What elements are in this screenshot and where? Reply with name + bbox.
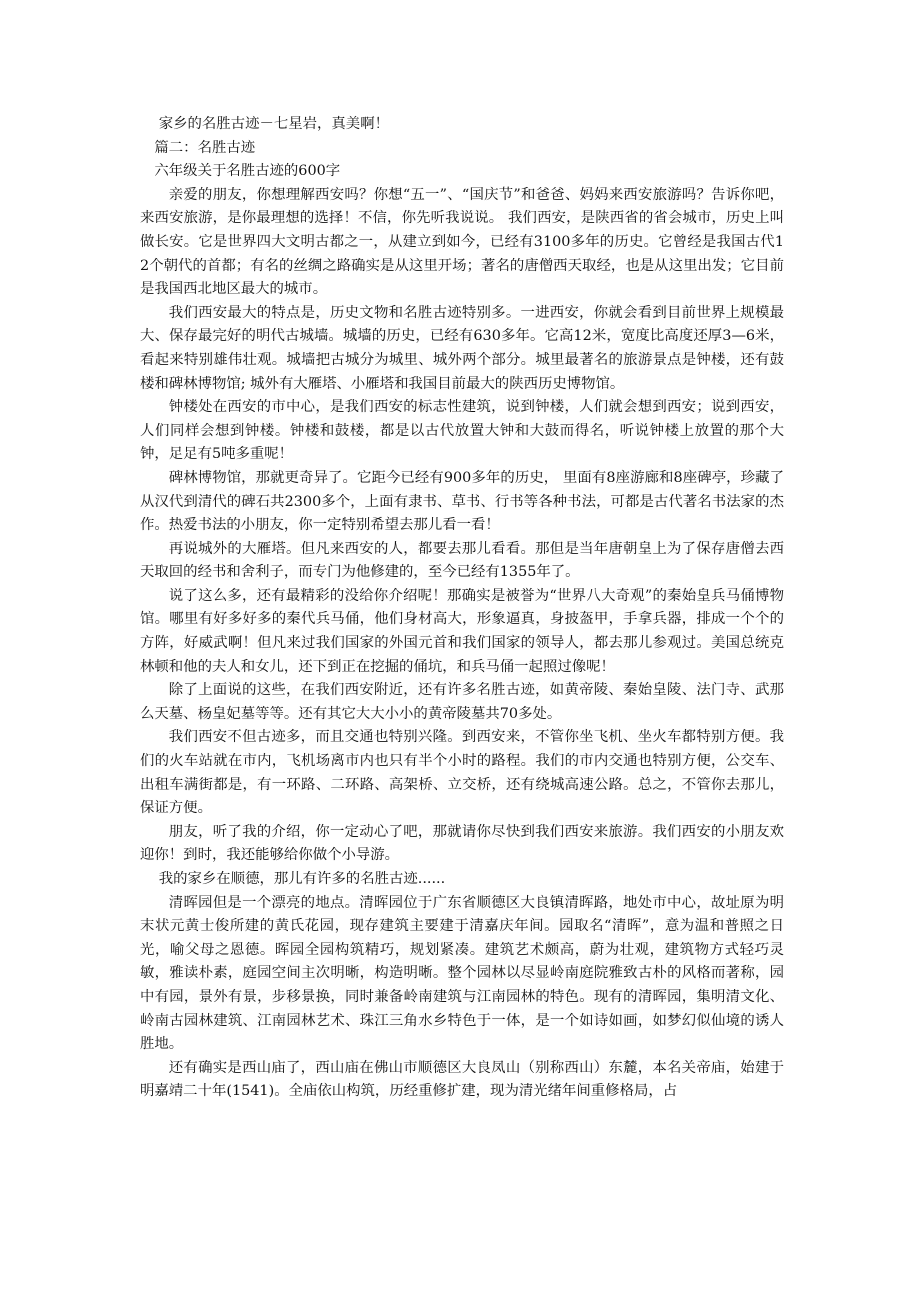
section-title: 六年级关于名胜古迹的600字	[154, 163, 341, 180]
paragraph: 我们西安最大的特点是，历史文物和名胜古迹特别多。一进西安，你就会看到目前世界上规模最大、保存最完好的明代古城墙。城墙的历史，已经有630多年。它高12米，宽度比高度还厚3—6米，看起来特别雄伟壮观。城墙把古城分为城里、城外两个部分。城里最著名的旅游景点是钟楼，还有鼓楼和碑林博物馆; 城外有大雁塔、小雁塔和我国目前最大的陕西历史博物馆。	[140, 304, 784, 392]
paragraph: 清晖园但是一个漂亮的地点。清晖园位于广东省顺德区大良镇清晖路，地处市中心，故址原为明末状元黄士俊所建的黄氏花园，现存建筑主要建于清嘉庆年间。园取名“清晖”，意为温和普照之日光，喻父母之恩德。晖园全园构筑精巧，规划紧凑。建筑艺术颇高，蔚为壮观，建筑物方式轻巧灵敏，雅读朴素，庭园空间主次明晰，构造明晰。整个园林以尽显岭南庭院雅致古朴的风格而著称，园中有园，景外有景，步移景换，同时兼备岭南建筑与江南园林的特色。现有的清晖园，集明清文化、岭南古园林建筑、江南园林艺术、珠江三角水乡特色于一体，是一个如诗如画，如梦幻似仙境的诱人胜地。	[140, 894, 784, 1053]
paragraph: 说了这么多，还有最精彩的没给你介绍呢！那确实是被誉为“世界八大奇观”的秦始皇兵马俑博物馆。哪里有好多好多的秦代兵马俑，他们身材高大，形象逼真，身披盔甲，手拿兵器，排成一个个的方阵，好威武啊！但凡来过我们国家的外国元首和我们国家的领导人，都去那儿参观过。美国总统克林顿和他的夫人和女儿，还下到正在挖掘的俑坑，和兵马俑一起照过像呢！	[140, 587, 784, 675]
paragraph: 亲爱的朋友，你想理解西安吗？你想“五一”、“国庆节”和爸爸、妈妈来西安旅游吗？告诉你吧，来西安旅游，是你最理想的选择！不信，你先听我说说。 我们西安，是陕西省的省会城市，历史上叫做长安。它是世界四大文明古都之一，从建立到如今，已经有3100多年的历史。它曾经是我国古代12个朝代的首都；有名的丝绸之路确实是从这里开场；著名的唐僧西天取经，也是从这里出发；它目前是我国西北地区最大的城市。	[140, 186, 784, 298]
paragraph: 钟楼处在西安的市中心，是我们西安的标志性建筑，说到钟楼，人们就会想到西安；说到西安，人们同样会想到钟楼。钟楼和鼓楼，都是以古代放置大钟和大鼓而得名，听说钟楼上放置的那个大钟，足足有5吨多重呢！	[140, 399, 784, 463]
document-page	[140, 113, 784, 1104]
paragraph: 还有确实是西山庙了，西山庙在佛山市顺德区大良凤山（别称西山）东麓，本名关帝庙，始建于明嘉靖二十年(1541)。全庙依山构筑，历经重修扩建，现为清光绪年间重修格局，占	[140, 1059, 784, 1100]
paragraph: 我们西安不但古迹多，而且交通也特别兴隆。到西安来，不管你坐飞机、坐火车都特别方便。我们的火车站就在市内，飞机场离市内也只有半个小时的路程。我们的市内交通也特别方便，公交车、出租车满街都是，有一环路、二环路、高架桥、立交桥，还有绕城高速公路。总之，不管你去那儿，保证方便。	[140, 729, 784, 817]
paragraph: 朋友，听了我的介绍，你一定动心了吧，那就请你尽快到我们西安来旅游。我们西安的小朋友欢迎你！到时，我还能够给你做个小导游。	[140, 823, 784, 864]
paragraph: 碑林博物馆，那就更奇异了。它距今已经有900多年的历史， 里面有8座游廊和8座碑亭，珍藏了从汉代到清代的碑石共2300多个，上面有隶书、草书、行书等各种书法，可都是古代著名书法家的杰作。热爱书法的小朋友，你一定特别希望去那儿看一看！	[140, 469, 784, 534]
paragraph-intro: 我的家乡在顺德，那儿有许多的名胜古迹......	[158, 871, 446, 887]
paragraph: 除了上面说的这些，在我们西安附近，还有许多名胜古迹，如黄帝陵、秦始皇陵、法门寺、武那么天墓、杨皇妃墓等等。还有其它大大小小的黄帝陵墓共70多处。	[140, 682, 784, 722]
paragraph: 再说城外的大雁塔。但凡来西安的人，都要去那儿看看。那但是当年唐朝皇上为了保存唐僧去西天取回的经书和舍利子，而专门为他修建的，至今已经有1355年了。	[140, 540, 784, 581]
section-heading: 篇二：名胜古迹	[154, 139, 256, 156]
paragraph-intro: 家乡的名胜古迹－七星岩，真美啊！	[158, 116, 389, 132]
